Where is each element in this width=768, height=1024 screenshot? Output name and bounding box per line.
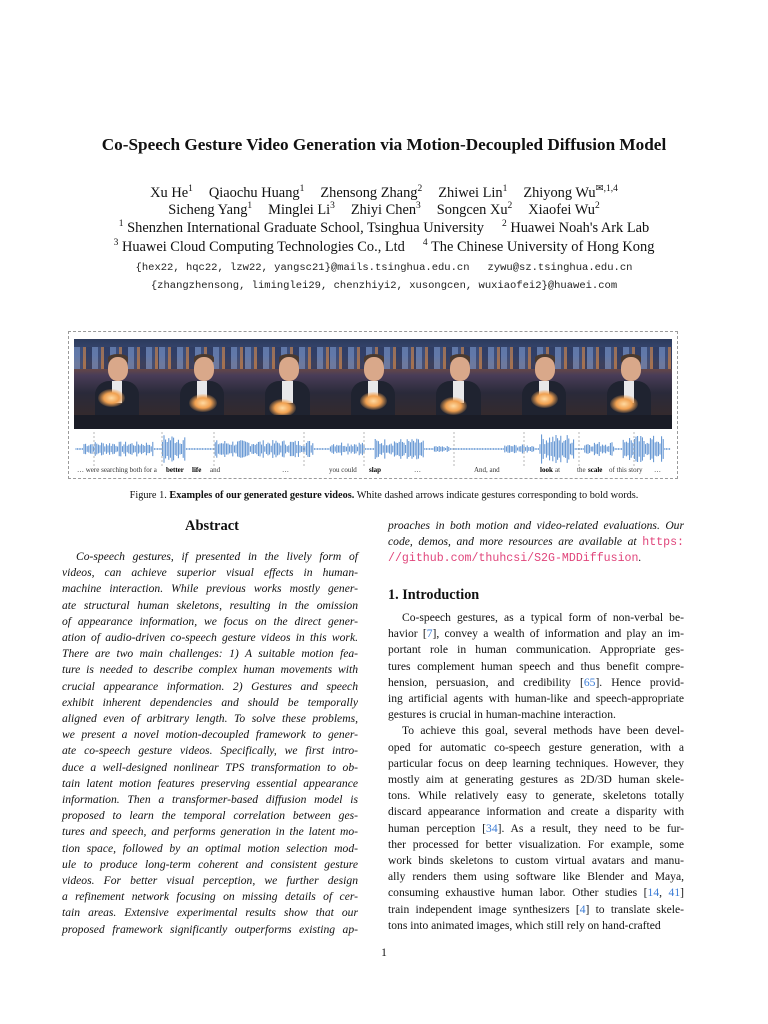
author-affiliation-mark: 2 [507, 201, 513, 212]
intro-text: oped for automatic co-speech gesture generation, with a [388, 740, 684, 754]
author-affiliation-mark: ✉,1,4 [595, 184, 618, 195]
abstract-heading: Abstract [185, 518, 239, 534]
intro-text: , [659, 886, 669, 900]
abstract-line: exhibit inherent dependencies and should be temporally [62, 695, 358, 709]
intro-line [388, 903, 684, 916]
affiliation [502, 220, 649, 237]
transcript-word: … [414, 466, 421, 474]
affiliation [114, 239, 405, 256]
github-link-part-1[interactable]: https: [642, 536, 684, 549]
transcript-word: … [654, 466, 661, 474]
transcript-token [369, 466, 381, 474]
abstract-line: ation of audio-driven co-speech gesture videos in this work. [62, 631, 358, 644]
intro-text: consuming exhaustive human labor. Other studies [ [388, 886, 648, 900]
video-frame [159, 339, 244, 429]
affiliation-name: Huawei Cloud Computing Technologies Co., Ltd [121, 239, 405, 255]
transcript-word: of this story [609, 466, 643, 474]
figure-1 [68, 331, 678, 479]
abstract-line: tain areas. Extensive experimental results show that our [62, 906, 358, 920]
intro-line [388, 773, 684, 786]
frame-desk [587, 415, 672, 429]
author-name: Qiaochu Huang [208, 185, 300, 201]
transcript-token [588, 466, 602, 474]
author-name: Zhensong Zhang [320, 185, 418, 201]
author [320, 185, 422, 202]
email-address: zywu@sz.tsinghua.edu.cn [487, 262, 633, 274]
video-frame [416, 339, 501, 429]
emails-line-2 [0, 280, 768, 292]
author-name: Xiaofei Wu [528, 202, 595, 218]
transcript-bold-word: better [166, 466, 184, 474]
video-frame [501, 339, 586, 429]
intro-text: tons. While relatively easy to generate, skeletons totally [388, 789, 684, 803]
abstract-line: proposed to learn the temporal correlation between ges- [62, 809, 358, 823]
intro-line [388, 854, 684, 867]
abstract-line: we present a novel motion-decoupled framework to gener- [62, 728, 358, 742]
paper-title: Co-Speech Gesture Video Generation via Motion-Decoupled Diffusion Model [101, 135, 667, 154]
intro-text: ] [680, 886, 685, 900]
intro-text: hension, persuasion, and credibility [ [388, 675, 584, 689]
intro-text: train independent image synthesizers [ [388, 902, 580, 916]
caption-text: White dashed arrows indicate gestures corresponding to bold words. [356, 490, 639, 501]
author-affiliation-mark: 1 [188, 184, 193, 195]
abstract-line: proposed framework significantly outperforms existing ap- [62, 922, 358, 936]
affiliation-name: Huawei Noah's Ark Lab [510, 220, 650, 236]
transcript-word: at [555, 466, 561, 474]
emails-line-1 [0, 262, 768, 274]
author [437, 202, 513, 219]
author [168, 202, 252, 219]
author [351, 202, 421, 219]
intro-line [388, 708, 684, 721]
citation-link[interactable]: 65 [583, 675, 596, 689]
affiliation-name: The Chinese University of Hong Kong [430, 239, 655, 255]
transcript-bold-word: look [540, 466, 553, 474]
frame-glow [610, 395, 637, 413]
intro-line [388, 692, 684, 705]
video-frame [587, 339, 672, 429]
caption-label: Figure 1. [129, 490, 167, 501]
intro-line [388, 919, 684, 932]
abstract-line: crucial appearance information. 2) Gestures and speech [62, 679, 358, 693]
frame-head [108, 357, 128, 381]
intro-line [388, 805, 684, 818]
intro-text: mostly aim at generating gestures as 2D/3D human skele- [388, 773, 684, 786]
intro-text: gestures is crucial in human-machine interaction. [388, 708, 616, 722]
abstract-line: tion space, followed by an optimal motion selection mod- [62, 841, 358, 855]
abstract-line: ture is needed to describe complex human movements with [62, 663, 358, 677]
video-frame-strip [74, 339, 672, 429]
frame-glow [440, 397, 467, 415]
author-affiliation-mark: 3 [416, 201, 421, 212]
frame-glow [189, 394, 216, 412]
citation-link[interactable]: 7 [426, 627, 433, 641]
transcript-word: you could [329, 466, 357, 474]
introduction-heading: 1. Introduction [388, 587, 480, 603]
transcript-word: and [210, 466, 221, 474]
figure-caption [0, 490, 768, 501]
intro-text: ], convey a wealth of information and play an im- [432, 627, 684, 641]
author-affiliation-mark: 1 [299, 184, 305, 195]
abstract-line: information. Then a transformer-based diffusion model is [62, 793, 358, 806]
author-affiliation-mark: 1 [247, 201, 253, 212]
intro-line [388, 676, 684, 689]
intro-text: discard appearance information and create a disparity with [388, 805, 684, 819]
intro-line [388, 870, 684, 883]
abstract-line: ule to produce long-term coherent and consistent gesture [62, 857, 358, 871]
email-address: {zhangzhensong, liminglei29, chenzhiyi2, xusongcen, wuxiaofei2}@huawei.com [150, 280, 618, 292]
video-frame [330, 339, 415, 429]
transcript-words [74, 466, 672, 478]
author [268, 202, 335, 219]
author-name: Minglei Li [268, 202, 331, 218]
abstract-line: machine interaction. While previous works mostly gener- [62, 582, 358, 596]
affiliation-name: Shenzhen International Graduate School, Tsinghua University [127, 220, 484, 236]
intro-line [388, 660, 684, 673]
transcript-token [192, 466, 201, 474]
affiliation [423, 239, 655, 256]
intro-text: tures complement human speech and thus benefit compre- [388, 659, 684, 673]
affiliations-line-2 [0, 239, 768, 256]
frame-head [364, 357, 384, 381]
email-address: {hex22, hqc22, lzw22, yangsc21}@mails.tsinghua.edu.cn [135, 262, 470, 274]
url-period: . [638, 551, 642, 564]
author-name: Zhiyong Wu [523, 185, 596, 201]
abstract-line: of appearance information, we focus on the direct gener- [62, 614, 358, 628]
intro-text: ] to translate skele- [585, 902, 685, 916]
author-list-line-2 [0, 202, 768, 219]
abstract-line: videos, can achieve superior visual effects in human- [62, 566, 358, 580]
citation-link[interactable]: 14 [647, 886, 660, 900]
intro-text: To achieve this goal, several methods have been devel- [402, 724, 684, 738]
author-affiliation-mark: 3 [330, 201, 335, 212]
affiliation-mark: 1 [118, 219, 124, 230]
author [209, 185, 304, 202]
intro-text: tons into animated images, which still rely on hand-crafted [388, 918, 661, 932]
intro-line [388, 886, 684, 899]
affiliation-mark: 2 [501, 219, 507, 230]
transcript-bold-word: scale [588, 466, 603, 474]
citation-link[interactable]: 34 [486, 821, 498, 835]
abstract-line: videos. For better visual perception, we further design [62, 874, 358, 887]
author-affiliation-mark: 2 [417, 184, 423, 195]
frame-desk [159, 415, 244, 429]
frame-head [621, 357, 641, 381]
author-name: Songcen Xu [436, 202, 508, 218]
transcript-token [166, 466, 184, 474]
video-frame [74, 339, 159, 429]
author-affiliation-mark: 1 [502, 184, 508, 195]
transcript-bold-word: slap [369, 466, 382, 474]
abstract-line: a refinement network focusing on missing details of cer- [62, 890, 358, 904]
affiliations-line-1 [0, 220, 768, 237]
transcript-word: … [282, 466, 289, 474]
affiliation [119, 220, 484, 237]
intro-line [388, 838, 684, 851]
intro-text: ther processed for better visualization. For example, some [388, 837, 684, 851]
author [523, 185, 618, 202]
frame-desk [330, 415, 415, 429]
frame-desk [501, 415, 586, 429]
intro-text: ]. Hence provid- [595, 675, 685, 689]
author-name: Xu He [150, 185, 189, 201]
frame-glow [98, 389, 125, 407]
intro-text: Co-speech gestures, as a typical form of non-verbal be- [402, 611, 684, 624]
intro-line [388, 643, 684, 656]
transcript-token [540, 466, 553, 474]
intro-text: portant role in human communication. Appropriate ges- [388, 643, 684, 657]
author [438, 185, 507, 202]
audio-waveform [74, 432, 672, 466]
intro-line [388, 627, 684, 640]
intro-line [388, 611, 684, 624]
intro-line [388, 822, 684, 835]
author-name: Zhiyi Chen [350, 202, 417, 218]
author-list-line-1 [0, 185, 768, 202]
author-affiliation-mark: 2 [594, 201, 600, 212]
intro-text: havior [ [388, 627, 427, 641]
frame-head [279, 357, 299, 381]
frame-head [450, 357, 470, 381]
abstract-line: duce a well-designed nonlinear TPS transformation to ob- [62, 760, 358, 774]
intro-line [388, 789, 684, 802]
abstract-continued-line: proaches in both motion and video-related evaluations. Our [388, 519, 684, 532]
frame-head [535, 357, 555, 381]
abstract-code-line [388, 535, 684, 549]
page-number: 1 [381, 947, 387, 959]
citation-link[interactable]: 4 [579, 902, 586, 916]
caption-bold-text: Examples of our generated gesture videos. [169, 490, 355, 501]
github-link-part-2[interactable]: //github.com/thuhcsi/S2G-MDDiffusion [388, 552, 639, 565]
intro-text: ing artificial agents with human-like and speech-appropriate [388, 692, 684, 705]
abstract-line: ate co-speech gesture videos. Specifically, we first intro- [62, 744, 358, 758]
author-name: Sicheng Yang [168, 202, 248, 218]
author [528, 202, 599, 219]
abstract-line: tures and speech, and performs generation in the latent mo- [62, 825, 358, 839]
abstract-line: tain latent motion features preserving essential appearance [62, 776, 358, 790]
author-name: Zhiwei Lin [438, 185, 503, 201]
author [150, 185, 193, 202]
video-frame [245, 339, 330, 429]
intro-line [388, 741, 684, 754]
abstract-line: Co-speech gestures, if presented in the lively form of [76, 550, 358, 563]
affiliation-mark: 4 [422, 238, 428, 249]
abstract-line: There are two main challenges: 1) A suitable motion fea- [62, 647, 358, 661]
affiliation-mark: 3 [113, 238, 119, 249]
intro-line [388, 757, 684, 770]
intro-line [388, 724, 684, 737]
intro-text: ally renders them using software like Blender and Maya, [388, 870, 684, 884]
transcript-word: the [577, 466, 586, 474]
intro-text: ]. As a result, they need to be fur- [497, 821, 685, 835]
abstract-url-line [388, 551, 684, 565]
abstract-line: ate structural human skeletons, resulting in the omission [62, 598, 358, 612]
transcript-bold-word: life [192, 466, 202, 474]
frame-desk [245, 415, 330, 429]
intro-text: human perception [ [388, 821, 487, 835]
frame-head [194, 357, 214, 381]
abstract-line: aligned even of arbitrary length. To solve these problems, [62, 712, 358, 725]
intro-text: work binds skeletons to custom virtual avatars and manu- [388, 854, 684, 867]
frame-desk [74, 415, 159, 429]
transcript-word: And, and [474, 466, 500, 474]
citation-link[interactable]: 41 [668, 886, 681, 900]
intro-text: particular focus on deep learning techniques. However, they [388, 756, 684, 770]
transcript-word: … were searching both for a [77, 466, 157, 474]
abstract-code-text: code, demos, and more resources are available at [388, 535, 637, 548]
frame-desk [416, 415, 501, 429]
